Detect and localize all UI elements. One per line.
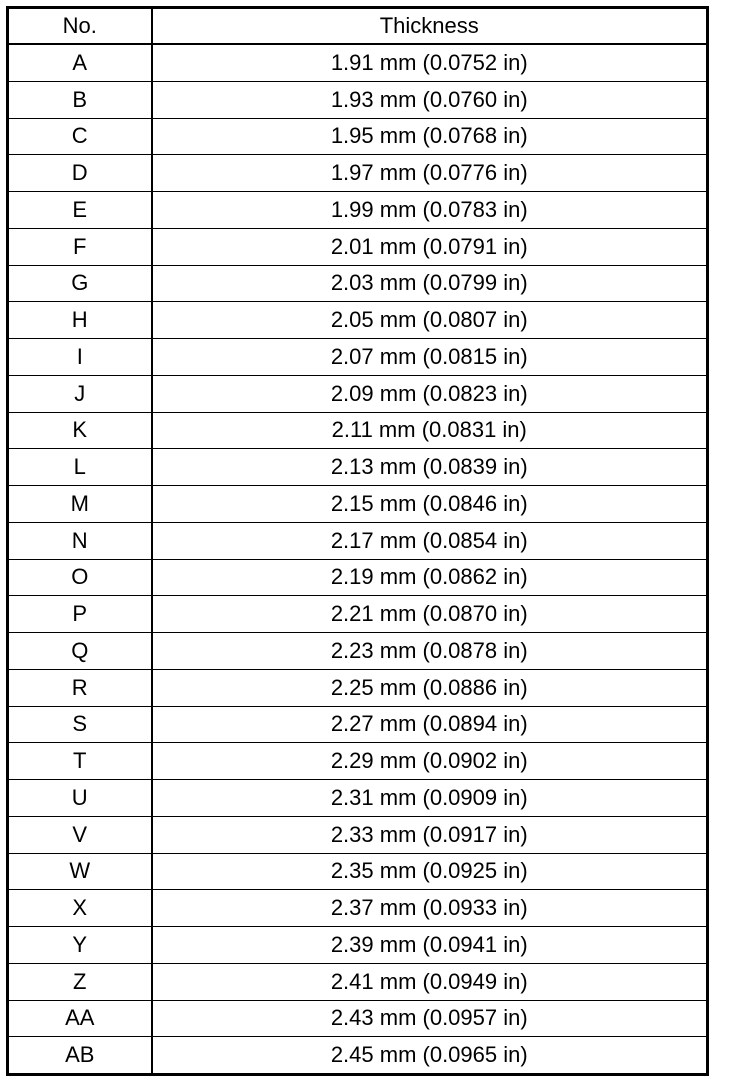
table-row	[8, 706, 708, 743]
table-row	[8, 265, 708, 302]
cell-no: V	[8, 816, 152, 853]
cell-no: A	[8, 44, 152, 81]
table-row	[8, 890, 708, 927]
cell-no: Y	[8, 927, 152, 964]
column-header-no: No.	[8, 8, 152, 45]
cell-no: B	[8, 81, 152, 118]
cell-thickness: 2.09 mm (0.0823 in)	[152, 375, 708, 412]
cell-no: N	[8, 522, 152, 559]
cell-no: W	[8, 853, 152, 890]
cell-no: E	[8, 192, 152, 229]
table-header-row	[8, 8, 708, 45]
cell-no: I	[8, 339, 152, 376]
cell-thickness: 2.35 mm (0.0925 in)	[152, 853, 708, 890]
cell-thickness: 2.25 mm (0.0886 in)	[152, 669, 708, 706]
table-row	[8, 375, 708, 412]
cell-no: H	[8, 302, 152, 339]
cell-no: X	[8, 890, 152, 927]
cell-thickness: 1.91 mm (0.0752 in)	[152, 44, 708, 81]
cell-thickness: 2.19 mm (0.0862 in)	[152, 559, 708, 596]
cell-no: F	[8, 228, 152, 265]
cell-no: AA	[8, 1000, 152, 1037]
table-row	[8, 449, 708, 486]
cell-thickness: 2.29 mm (0.0902 in)	[152, 743, 708, 780]
table-row	[8, 816, 708, 853]
table-row	[8, 559, 708, 596]
cell-no: D	[8, 155, 152, 192]
table-row	[8, 963, 708, 1000]
cell-thickness: 2.45 mm (0.0965 in)	[152, 1037, 708, 1075]
cell-no: AB	[8, 1037, 152, 1075]
cell-no: J	[8, 375, 152, 412]
cell-thickness: 1.99 mm (0.0783 in)	[152, 192, 708, 229]
table-row	[8, 81, 708, 118]
cell-thickness: 2.31 mm (0.0909 in)	[152, 780, 708, 817]
thickness-table	[6, 6, 709, 1076]
table-row	[8, 118, 708, 155]
cell-thickness: 1.95 mm (0.0768 in)	[152, 118, 708, 155]
cell-no: C	[8, 118, 152, 155]
table-row	[8, 853, 708, 890]
cell-thickness: 2.39 mm (0.0941 in)	[152, 927, 708, 964]
cell-no: S	[8, 706, 152, 743]
table-row	[8, 780, 708, 817]
cell-thickness: 2.17 mm (0.0854 in)	[152, 522, 708, 559]
table-row	[8, 302, 708, 339]
cell-no: P	[8, 596, 152, 633]
cell-no: Z	[8, 963, 152, 1000]
cell-thickness: 2.03 mm (0.0799 in)	[152, 265, 708, 302]
cell-thickness: 2.13 mm (0.0839 in)	[152, 449, 708, 486]
cell-no: R	[8, 669, 152, 706]
table-row	[8, 1037, 708, 1075]
cell-thickness: 2.23 mm (0.0878 in)	[152, 633, 708, 670]
cell-thickness: 2.41 mm (0.0949 in)	[152, 963, 708, 1000]
table-row	[8, 927, 708, 964]
table-row	[8, 1000, 708, 1037]
cell-no: T	[8, 743, 152, 780]
cell-no: K	[8, 412, 152, 449]
cell-thickness: 2.07 mm (0.0815 in)	[152, 339, 708, 376]
table-row	[8, 633, 708, 670]
table-row	[8, 596, 708, 633]
cell-thickness: 2.21 mm (0.0870 in)	[152, 596, 708, 633]
table-row	[8, 522, 708, 559]
cell-thickness: 2.37 mm (0.0933 in)	[152, 890, 708, 927]
table-row	[8, 228, 708, 265]
cell-no: L	[8, 449, 152, 486]
cell-thickness: 1.93 mm (0.0760 in)	[152, 81, 708, 118]
table-row	[8, 669, 708, 706]
cell-thickness: 2.05 mm (0.0807 in)	[152, 302, 708, 339]
cell-thickness: 2.01 mm (0.0791 in)	[152, 228, 708, 265]
cell-thickness: 2.43 mm (0.0957 in)	[152, 1000, 708, 1037]
table-row	[8, 743, 708, 780]
cell-thickness: 2.11 mm (0.0831 in)	[152, 412, 708, 449]
cell-no: M	[8, 486, 152, 523]
table-row	[8, 486, 708, 523]
column-header-thickness: Thickness	[152, 8, 708, 45]
cell-no: U	[8, 780, 152, 817]
table-row	[8, 44, 708, 81]
cell-no: G	[8, 265, 152, 302]
cell-thickness: 2.15 mm (0.0846 in)	[152, 486, 708, 523]
table-row	[8, 412, 708, 449]
cell-thickness: 1.97 mm (0.0776 in)	[152, 155, 708, 192]
table-row	[8, 339, 708, 376]
table-body	[8, 44, 708, 1075]
table-row	[8, 155, 708, 192]
table-row	[8, 192, 708, 229]
cell-thickness: 2.33 mm (0.0917 in)	[152, 816, 708, 853]
cell-no: Q	[8, 633, 152, 670]
cell-thickness: 2.27 mm (0.0894 in)	[152, 706, 708, 743]
cell-no: O	[8, 559, 152, 596]
